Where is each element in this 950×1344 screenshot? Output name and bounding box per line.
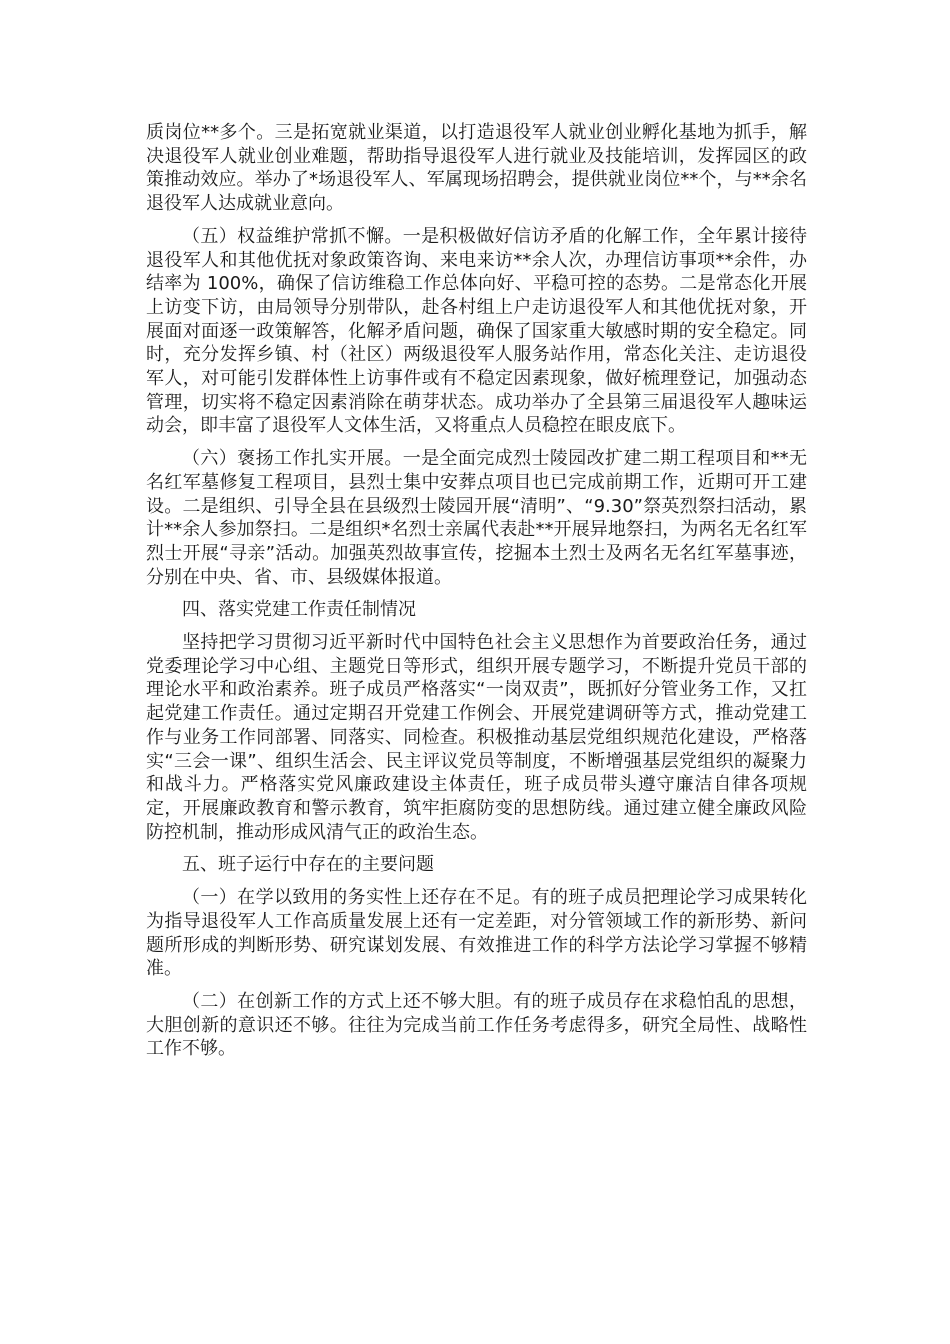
paragraph-problem-one: （一）在学以致用的务实性上还存在不足。有的班子成员把理论学习成果转化为指导退役军人工作高质量发展上还有一定差距，对分管领域工作的新形势、新问题所形成的判断形势、研究谋划发展、有效推进工作的科学方法论学习掌握不够精准。: [146, 887, 807, 980]
paragraph-employment-continued: 质岗位**多个。三是拓宽就业渠道，以打造退役军人就业创业孵化基地为抓手，解决退役军人就业创业难题，帮助指导退役军人进行就业及技能培训，发挥园区的政策推动效应。举办了*场退役军人、军属现场招聘会，提供就业岗位**个，与**余名退役军人达成就业意向。: [146, 122, 807, 215]
paragraph-problem-two: （二）在创新工作的方式上还不够大胆。有的班子成员存在求稳怕乱的思想，大胆创新的意识还不够。往往为完成当前工作任务考虑得多，研究全局性、战略性工作不够。: [146, 990, 807, 1060]
section-heading-main-problems: 五、班子运行中存在的主要问题: [182, 854, 434, 876]
document-body: [146, 121, 807, 1070]
paragraph-party-building: 坚持把学习贯彻习近平新时代中国特色社会主义思想作为首要政治任务，通过党委理论学习中心组、主题党日等形式，组织开展专题学习，不断提升党员干部的理论水平和政治素养。班子成员严格落实“一岗双责”，既抓好分管业务工作，又扛起党建工作责任。通过定期召开党建工作例会、开展党建调研等方式，推动党建工作与业务工作同部署、同落实、同检查。积极推动基层党组织规范化建设，严格落实“三会一课”、组织生活会、民主评议党员等制度，不断增强基层党组织的凝聚力和战斗力。严格落实党风廉政建设主体责任，班子成员带头遵守廉洁自律各项规定，开展廉政教育和警示教育，筑牢拒腐防变的思想防线。通过建立健全廉政风险防控机制，推动形成风清气正的政治生态。: [146, 632, 807, 843]
paragraph-commendation-work: （六）褒扬工作扎实开展。一是全面完成烈士陵园改扩建二期工程项目和**无名红军墓修复工程项目，县烈士集中安葬点项目也已完成前期工作，近期可开工建设。二是组织、引导全县在县级烈士陵园开展“清明”、“9.30”祭英烈祭扫活动，累计**余人参加祭扫。二是组织*名烈士亲属代表赴**开展异地祭扫，为两名无名红军烈士开展“寻亲”活动。加强英烈故事宣传，挖掘本土烈士及两名无名红军墓事迹，分别在中央、省、市、县级媒体报道。: [146, 448, 807, 588]
paragraph-rights-protection: （五）权益维护常抓不懈。一是积极做好信访矛盾的化解工作，全年累计接待退役军人和其他优抚对象政策咨询、来电来访**余人次，办理信访事项**余件，办结率为 100%，确保了信访维稳工作总体向好、平稳可控的态势。二是常态化开展上访变下访，由局领导分别带队，赴各村组上户走访退役军人和其他优抚对象，开展面对面逐一政策解答，化解矛盾问题，确保了国家重大敏感时期的安全稳定。同时，充分发挥乡镇、村（社区）两级退役军人服务站作用，常态化关注、走访退役军人，对可能引发群体性上访事件或有不稳定因素现象，做好梳理登记，加强动态管理，切实将不稳定因素消除在萌芽状态。成功举办了全县第三届退役军人趣味运动会，即丰富了退役军人文体生活，又将重点人员稳控在眼皮底下。: [146, 225, 807, 437]
section-heading-party-building: 四、落实党建工作责任制情况: [182, 599, 416, 621]
